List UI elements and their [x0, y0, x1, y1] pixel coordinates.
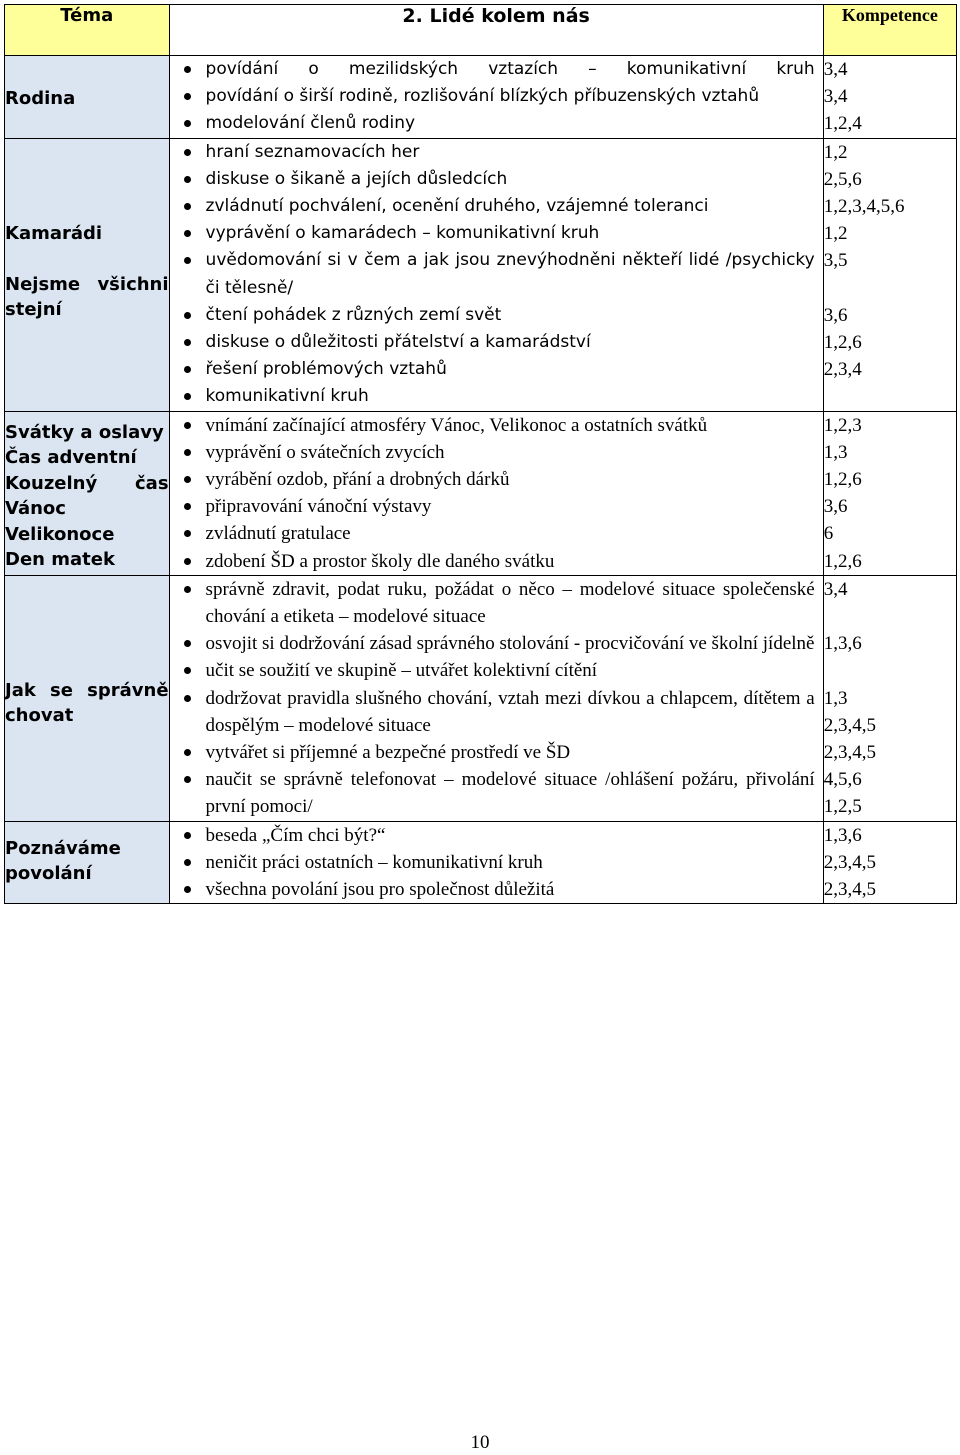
list-item: modelování členů rodiny	[170, 110, 815, 137]
list-item: osvojit si dodržování zásad správného stolování - procvičování ve školní jídelně	[170, 630, 815, 657]
activities-cell	[169, 56, 823, 139]
kompetence-value: 4,5,6	[823, 769, 862, 791]
kompetence-value: 3,6	[823, 496, 848, 518]
topic-cell	[5, 575, 170, 821]
list-item: zvládnutí gratulace	[170, 520, 815, 547]
list-item: čtení pohádek z různých zemí svět	[170, 302, 815, 329]
table-row	[5, 411, 957, 575]
kompetence-value: 1,3,6	[823, 824, 862, 846]
list-item: povídání o mezilidských vztazích – komunikativní kruh	[170, 56, 815, 83]
kompetence-value: 3,4	[823, 578, 848, 600]
list-item: zdobení ŠD a prostor školy dle daného svátku	[170, 548, 815, 575]
table-row	[5, 821, 957, 904]
kompetence-value: 3,5	[823, 250, 848, 272]
list-item: vnímání začínající atmosféry Vánoc, Velikonoc a ostatních svátků	[170, 412, 815, 439]
kompetence-value: 1,2	[823, 141, 848, 163]
topic-cell	[5, 56, 170, 139]
table-row	[5, 138, 957, 411]
header-kompetence: Kompetence	[823, 5, 956, 56]
kompetence-value: 3,4	[823, 59, 848, 80]
kompetence-value	[824, 657, 956, 684]
list-item: řešení problémových vztahů	[170, 356, 815, 383]
activities-cell	[169, 575, 823, 821]
list-item: vyprávění o kamarádech – komunikativní kruh	[170, 220, 815, 247]
list-item: všechna povolání jsou pro společnost důležitá	[170, 876, 815, 903]
list-item: neničit práci ostatních – komunikativní kruh	[170, 849, 815, 876]
topic-line: Kamarádi	[5, 222, 103, 244]
list-item: naučit se správně telefonovat – modelové situace /ohlášení požáru, přivolání první pomoci/	[170, 766, 815, 820]
kompetence-cell	[823, 138, 956, 411]
list-item: připravování vánoční výstavy	[170, 493, 815, 520]
page-number: 10	[470, 1432, 490, 1453]
list-item: povídání o širší rodině, rozlišování blízkých příbuzenských vztahů	[170, 83, 815, 110]
kompetence-cell	[823, 575, 956, 821]
list-item: vyprávění o svátečních zvycích	[170, 439, 815, 466]
topic-line: Nejsme všichni	[5, 273, 169, 295]
topic-line: Svátky a oslavy	[5, 421, 164, 443]
topic-line: Jak se správně	[5, 679, 169, 701]
kompetence-value: 2,3,4,5	[823, 851, 876, 873]
list-item: učit se soužití ve skupině – utvářet kolektivní cítění	[170, 657, 815, 684]
kompetence-cell	[823, 411, 956, 575]
topic-line: Rodina	[5, 88, 76, 109]
kompetence-value	[824, 275, 956, 302]
kompetence-cell	[823, 56, 956, 139]
activities-cell	[169, 411, 823, 575]
topic-cell	[5, 411, 170, 575]
list-item: hraní seznamovacích her	[170, 139, 815, 166]
kompetence-cell	[823, 821, 956, 904]
list-item: zvládnutí pochválení, ocenění druhého, vzájemné toleranci	[170, 193, 815, 220]
topic-line	[5, 246, 169, 272]
kompetence-value: 2,3,4,5	[823, 879, 876, 901]
kompetence-value: 1,2,6	[823, 469, 862, 491]
kompetence-value: 2,3,4,5	[823, 714, 876, 736]
list-item: správně zdravit, podat ruku, požádat o něco – modelové situace společenské chování a etiketa – modelové situace	[170, 576, 815, 630]
list-item: diskuse o šikaně a jejích důsledcích	[170, 166, 815, 193]
activities-cell	[169, 821, 823, 904]
kompetence-value: 1,3	[823, 687, 848, 709]
table-row	[5, 575, 957, 821]
list-item: komunikativní kruh	[170, 383, 815, 410]
topic-cell	[5, 138, 170, 411]
list-item: vytvářet si příjemné a bezpečné prostředí ve ŠD	[170, 739, 815, 766]
kompetence-value: 1,3	[823, 441, 848, 463]
kompetence-value: 1,2,3	[823, 414, 862, 436]
header-tema: Téma	[5, 5, 170, 56]
kompetence-value: 1,2,3,4,5,6	[823, 196, 905, 218]
kompetence-value: 1,3,6	[823, 633, 862, 655]
kompetence-value: 3,6	[823, 304, 848, 326]
topic-line: chovat	[5, 705, 74, 727]
header-row	[5, 5, 957, 56]
kompetence-value: 3,4	[823, 86, 848, 108]
activities-cell	[169, 138, 823, 411]
topic-line: stejní	[5, 299, 62, 321]
kompetence-value: 1,2,5	[823, 796, 862, 818]
topic-line: Velikonoce	[5, 523, 115, 545]
topic-line: Čas adventní	[5, 447, 137, 469]
list-item: diskuse o důležitosti přátelství a kamarádství	[170, 329, 815, 356]
kompetence-value	[824, 603, 956, 630]
list-item: uvědomování si v čem a jak jsou znevýhodněni někteří lidé /psychicky či tělesně/	[170, 247, 815, 301]
kompetence-value: 6	[823, 523, 834, 545]
topic-line: Den matek	[5, 549, 115, 571]
header-section-title: 2. Lidé kolem nás	[169, 5, 823, 56]
list-item: beseda „Čím chci být?“	[170, 822, 815, 849]
topic-line: Poznáváme	[5, 837, 121, 859]
list-item: dodržovat pravidla slušného chování, vztah mezi dívkou a chlapcem, dítětem a dospělým – modelové situace	[170, 685, 815, 739]
kompetence-value: 2,5,6	[823, 168, 862, 190]
table-row	[5, 56, 957, 139]
kompetence-value: 1,2	[823, 223, 848, 245]
kompetence-value: 2,3,4	[823, 359, 862, 381]
topic-line: Kouzelný čas	[5, 472, 169, 494]
curriculum-table	[4, 4, 957, 904]
kompetence-value: 2,3,4,5	[823, 742, 876, 764]
topic-line: povolání	[5, 863, 92, 885]
topic-line: Vánoc	[5, 498, 66, 520]
kompetence-value: 1,2,6	[823, 550, 862, 572]
kompetence-value: 1,2,6	[823, 332, 862, 354]
kompetence-value: 1,2,4	[823, 113, 862, 135]
topic-cell	[5, 821, 170, 904]
list-item: vyrábění ozdob, přání a drobných dárků	[170, 466, 815, 493]
